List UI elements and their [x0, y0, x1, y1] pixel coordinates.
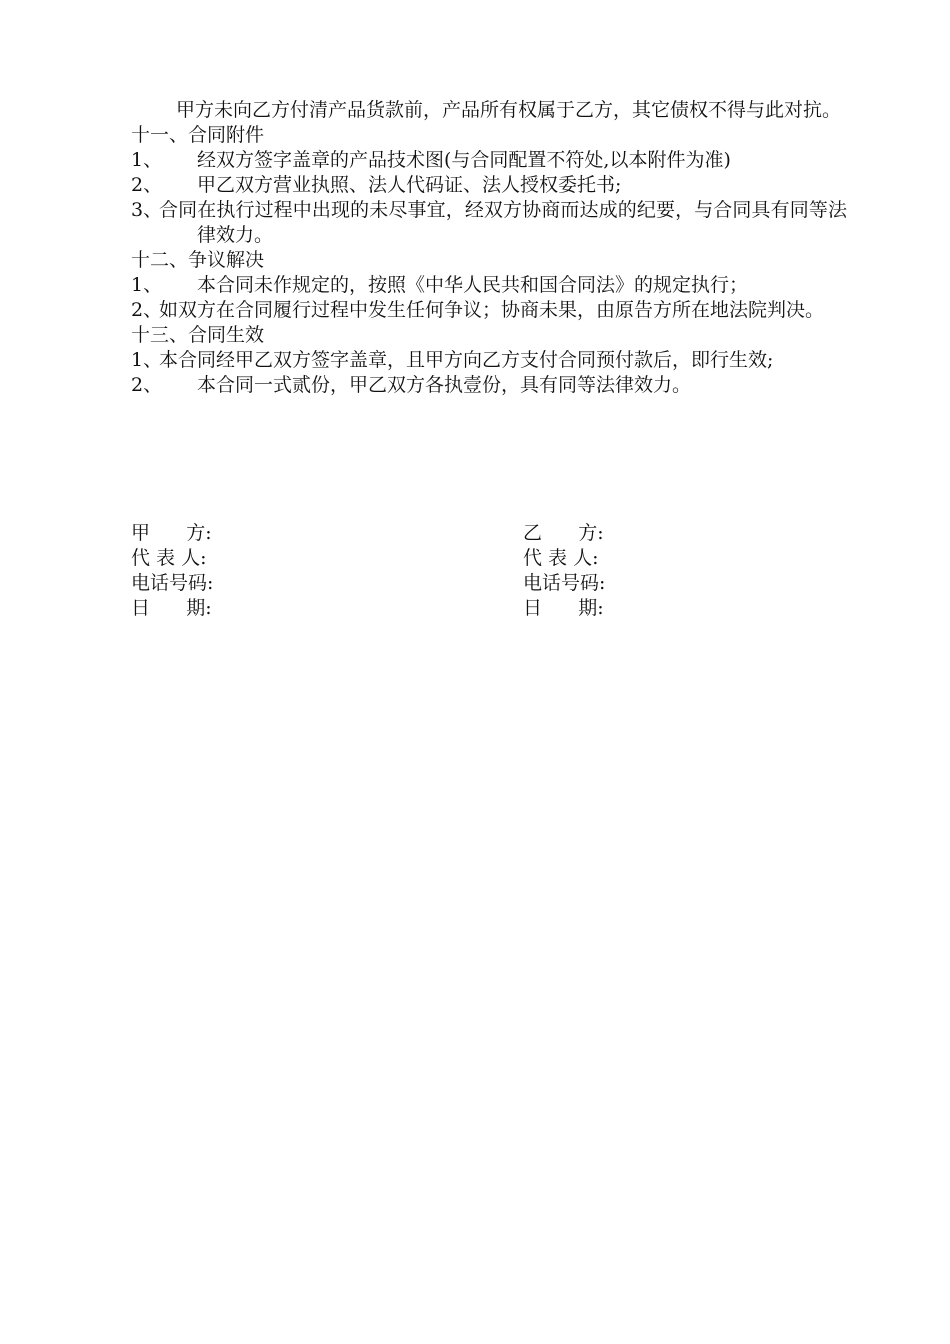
item-number: 1、	[131, 149, 163, 171]
item-text: 如双方在合同履行过程中发生任何争议；协商未果，由原告方所在地法院判决。	[159, 299, 825, 321]
party-b-date-label: 日 期:	[523, 597, 604, 619]
section-heading: 十二、争议解决	[131, 249, 265, 271]
party-a-label: 甲 方:	[131, 522, 212, 544]
list-item	[131, 298, 847, 323]
section-attachments	[131, 123, 847, 248]
list-item	[131, 173, 847, 198]
intro-paragraph: 甲方未向乙方付清产品货款前，产品所有权属于乙方，其它债权不得与此对抗。	[176, 99, 842, 121]
section-heading: 十一、合同附件	[131, 124, 265, 146]
item-text: 合同在执行过程中出现的未尽事宜，经双方协商而达成的纪要，与合同具有同等法律效力。	[159, 199, 847, 246]
party-b-representative-label: 代 表 人:	[523, 547, 599, 569]
item-number: 1、	[131, 349, 163, 371]
list-item	[131, 198, 847, 248]
item-text: 本合同未作规定的，按照《中华人民共和国合同法》的规定执行；	[197, 274, 749, 296]
section-effectiveness	[131, 323, 847, 398]
contract-body	[131, 98, 847, 398]
item-number: 1、	[131, 274, 163, 296]
list-item	[131, 348, 847, 373]
section-dispute-resolution	[131, 248, 847, 323]
list-item	[131, 273, 847, 298]
item-text: 甲乙双方营业执照、法人代码证、法人授权委托书;	[197, 174, 622, 196]
party-a-representative-label: 代 表 人:	[131, 547, 207, 569]
item-number: 2、	[131, 174, 163, 196]
list-item	[131, 148, 847, 173]
party-a-date-label: 日 期:	[131, 597, 212, 619]
party-b-label: 乙 方:	[523, 522, 604, 544]
section-heading: 十三、合同生效	[131, 324, 265, 346]
item-number: 2、	[131, 299, 163, 321]
party-b-signature	[523, 521, 723, 621]
item-number: 2、	[131, 374, 163, 396]
party-a-phone-label: 电话号码:	[131, 572, 214, 594]
list-item	[131, 373, 847, 398]
party-a-signature	[131, 521, 331, 621]
item-number: 3、	[131, 199, 163, 221]
item-text: 经双方签字盖章的产品技术图(与合同配置不符处,以本附件为准)	[197, 149, 731, 171]
item-text: 本合同一式贰份，甲乙双方各执壹份，具有同等法律效力。	[197, 374, 692, 396]
item-text: 本合同经甲乙双方签字盖章，且甲方向乙方支付合同预付款后，即行生效;	[159, 349, 774, 371]
party-b-phone-label: 电话号码:	[523, 572, 606, 594]
